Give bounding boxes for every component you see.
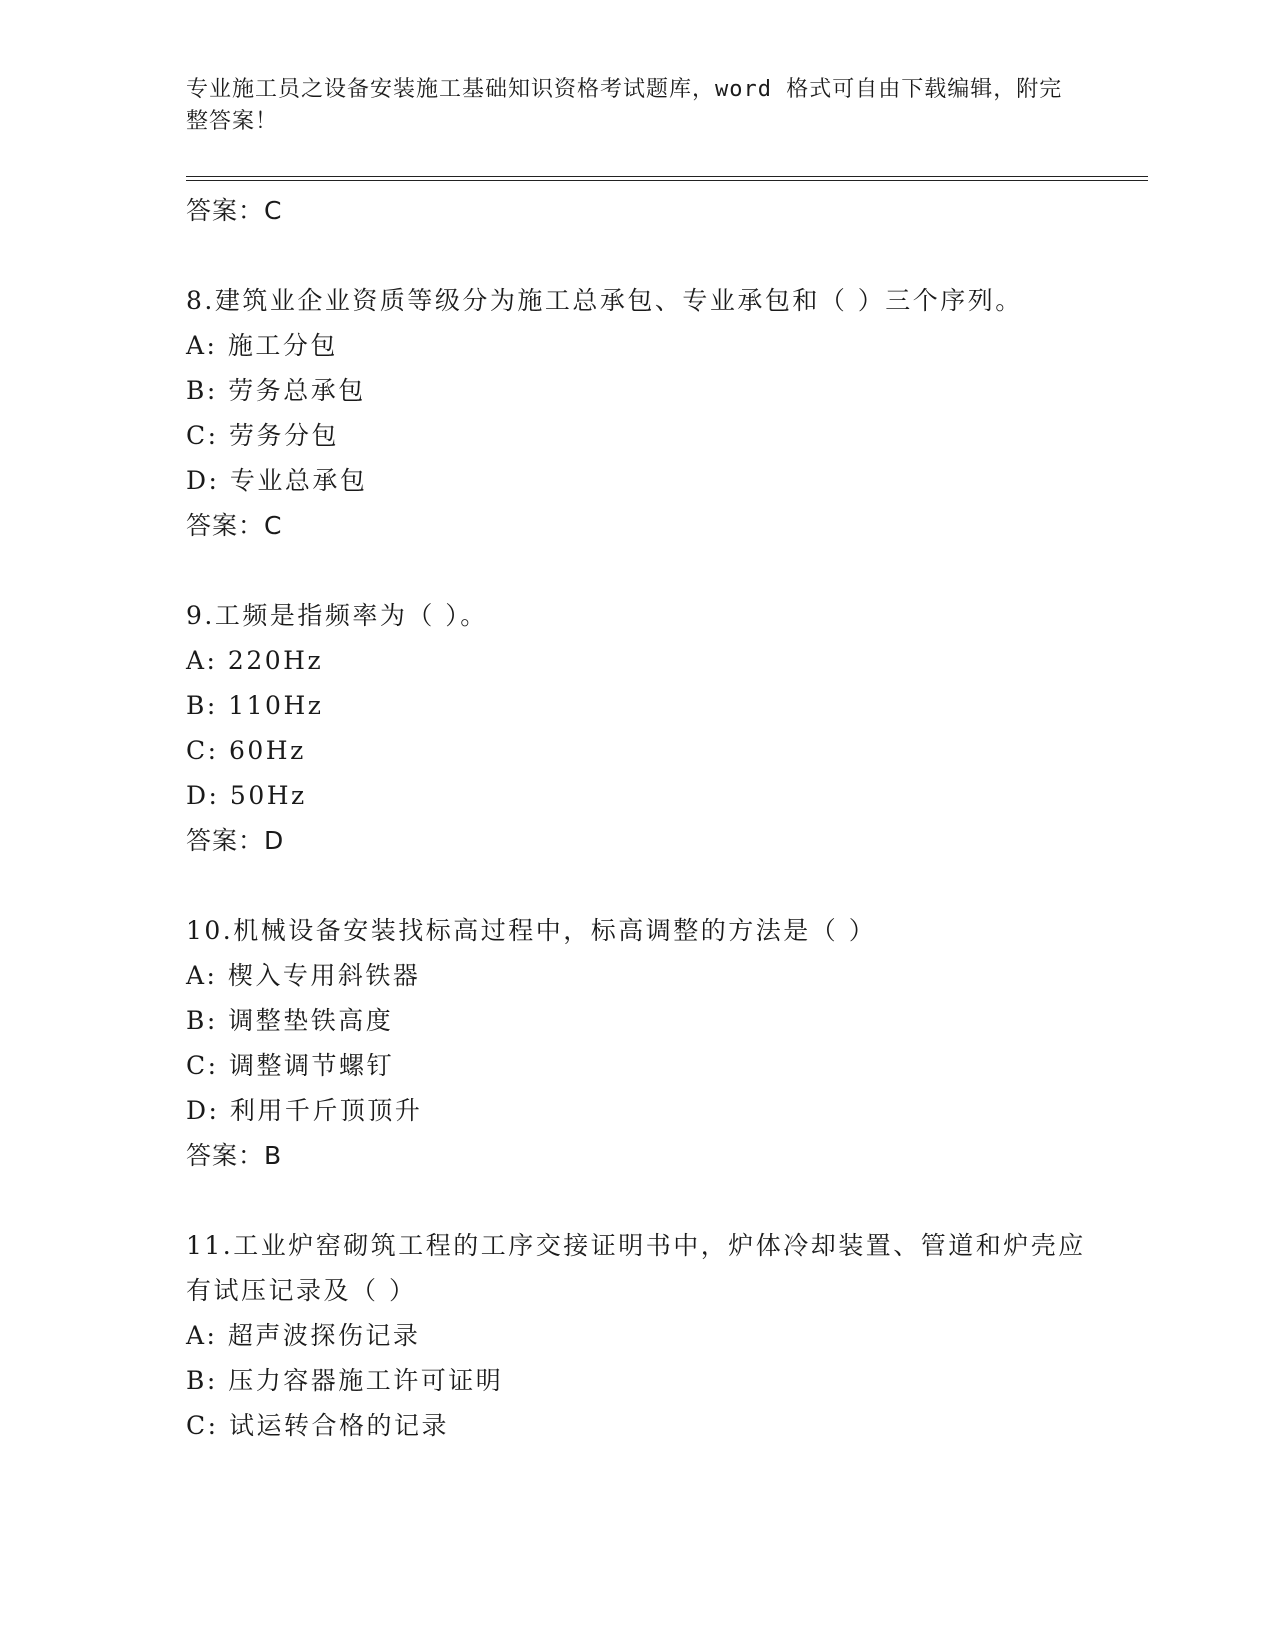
question-text: 9.工频是指频率为（ ）。 xyxy=(186,601,488,630)
answer-line: 答案：C xyxy=(186,511,283,540)
option-a: A: 施工分包 xyxy=(186,331,338,360)
option-a: A: 楔入专用斜铁器 xyxy=(186,961,421,990)
option-b: B: 110Hz xyxy=(186,691,324,720)
header-double-rule xyxy=(186,176,1148,181)
header-note: 专业施工员之设备安装施工基础知识资格考试题库，word 格式可自由下载编辑，附完整答案！ xyxy=(186,77,1063,134)
answer-line: 答案：D xyxy=(186,826,285,855)
option-d: D: 利用千斤顶顶升 xyxy=(186,1096,423,1125)
option-b: B: 调整垫铁高度 xyxy=(186,1006,394,1035)
option-a: A: 220Hz xyxy=(186,646,324,675)
question-text: 10.机械设备安装找标高过程中，标高调整的方法是（ ） xyxy=(186,916,877,945)
answer-line: 答案：C xyxy=(186,196,283,225)
question-11 xyxy=(186,1223,1086,1448)
option-b: B: 劳务总承包 xyxy=(186,376,366,405)
option-d: D: 50Hz xyxy=(186,781,307,810)
option-c: C: 劳务分包 xyxy=(186,421,339,450)
option-c: C: 60Hz xyxy=(186,736,306,765)
option-a: A: 超声波探伤记录 xyxy=(186,1321,421,1350)
question-text: 8.建筑业企业资质等级分为施工总承包、专业承包和（ ）三个序列。 xyxy=(186,286,1023,315)
answer-line: 答案：B xyxy=(186,1141,283,1170)
option-c: C: 调整调节螺钉 xyxy=(186,1051,394,1080)
question-10 xyxy=(186,908,1086,1178)
question-9 xyxy=(186,593,1086,863)
question-content xyxy=(186,188,1086,1448)
option-b: B: 压力容器施工许可证明 xyxy=(186,1366,504,1395)
option-c: C: 试运转合格的记录 xyxy=(186,1411,449,1440)
question-8 xyxy=(186,278,1086,548)
option-d: D: 专业总承包 xyxy=(186,466,368,495)
question-text: 11.工业炉窑砌筑工程的工序交接证明书中，炉体冷却装置、管道和炉壳应有试压记录及（ ） xyxy=(186,1231,1086,1305)
